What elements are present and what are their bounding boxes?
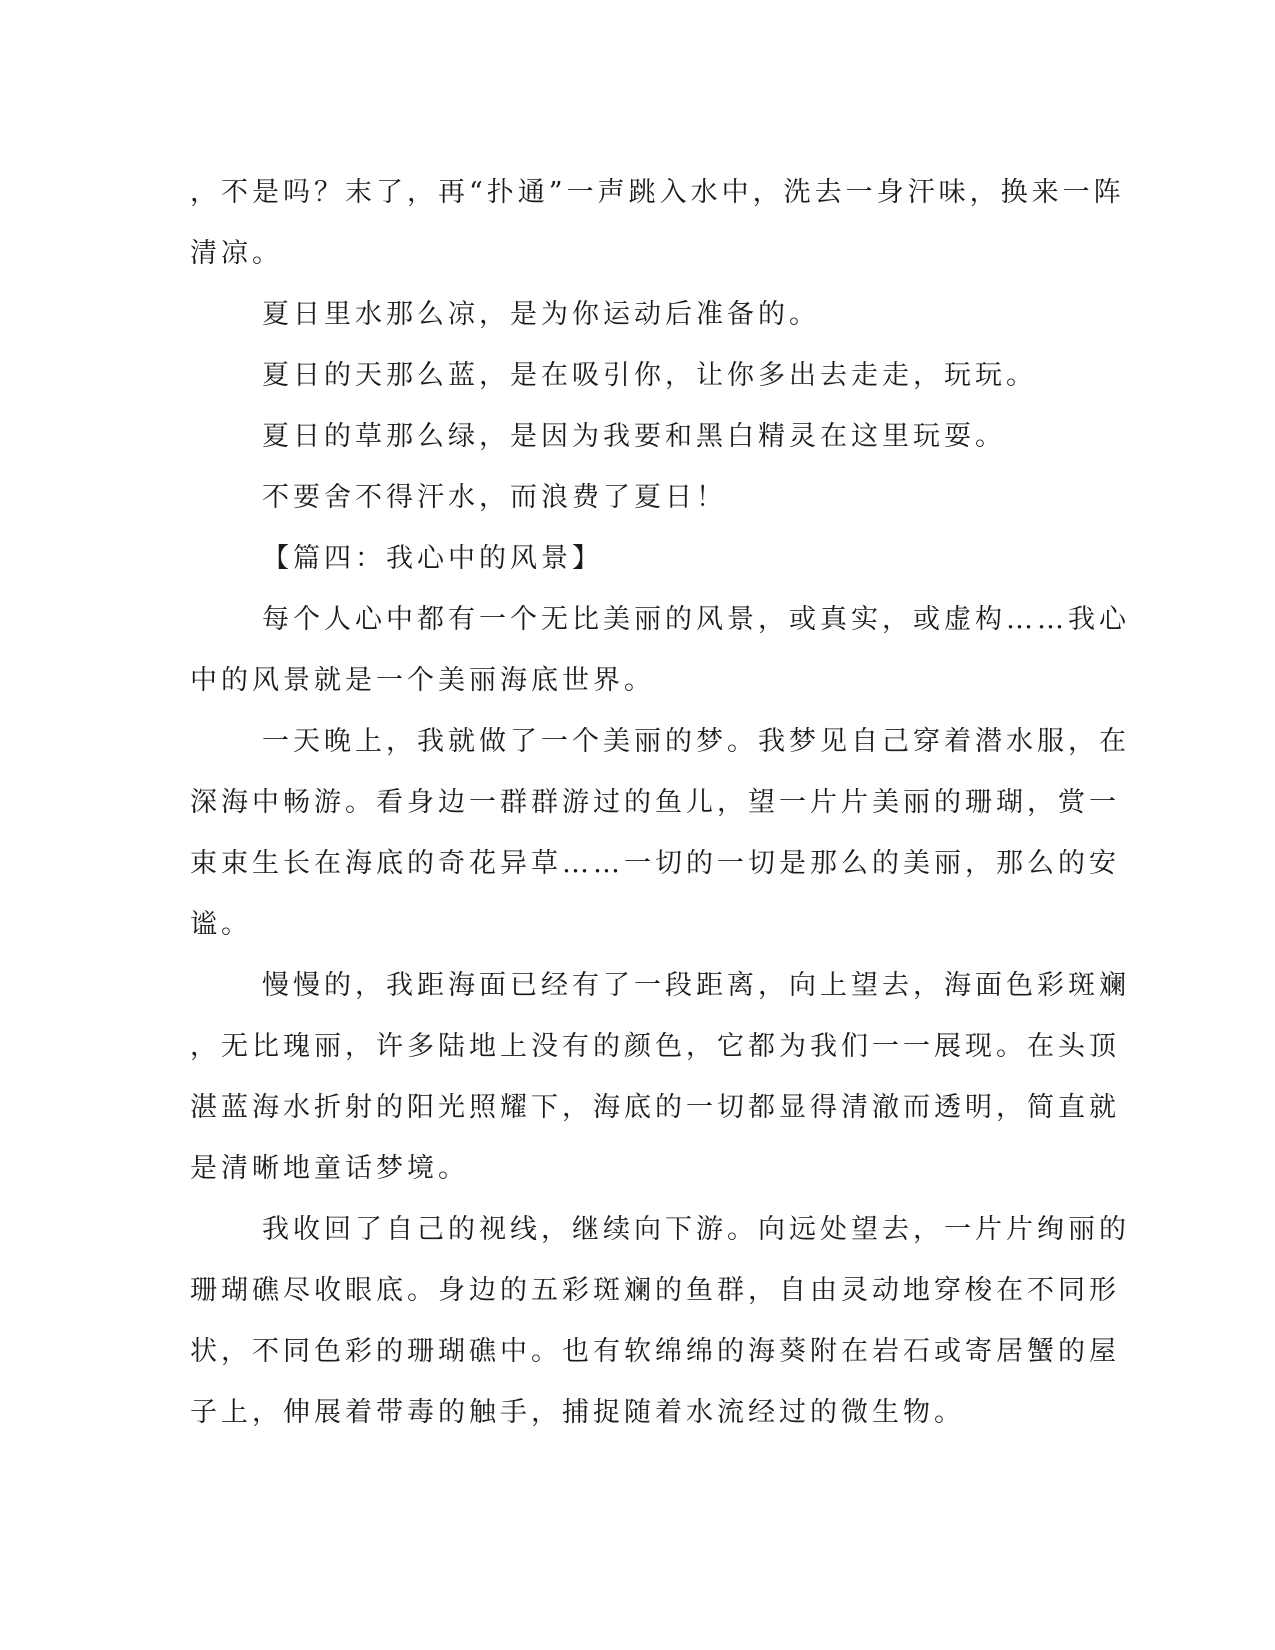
text-line: 夏日的天那么蓝，是在吸引你，让你多出去走走，玩玩。 — [262, 360, 1037, 391]
text-line: 状，不同色彩的珊瑚礁中。也有软绵绵的海葵附在岩石或寄居蟹的屋 — [190, 1336, 1120, 1367]
text-line: 不要舍不得汗水，而浪费了夏日！ — [262, 482, 727, 513]
text-line: 谧。 — [190, 909, 252, 940]
text-line: 每个人心中都有一个无比美丽的风景，或真实，或虚构……我心 — [262, 604, 1130, 635]
document-body — [190, 162, 1130, 1443]
text-line: 深海中畅游。看身边一群群游过的鱼儿，望一片片美丽的珊瑚，赏一 — [190, 787, 1120, 818]
text-line: 夏日的草那么绿，是因为我要和黑白精灵在这里玩耍。 — [262, 421, 1006, 452]
text-line: 一天晚上，我就做了一个美丽的梦。我梦见自己穿着潜水服，在 — [262, 726, 1130, 757]
text-line: 湛蓝海水折射的阳光照耀下，海底的一切都显得清澈而透明，简直就 — [190, 1092, 1120, 1123]
text-line: 子上，伸展着带毒的触手，捕捉随着水流经过的微生物。 — [190, 1397, 965, 1428]
text-line: 束束生长在海底的奇花异草……一切的一切是那么的美丽，那么的安 — [190, 848, 1120, 879]
text-line: 是清晰地童话梦境。 — [190, 1153, 469, 1184]
text-line: 夏日里水那么凉，是为你运动后准备的。 — [262, 299, 820, 330]
text-line: ，不是吗？末了，再“扑通”一声跳入水中，洗去一身汗味，换来一阵 — [190, 177, 1125, 208]
text-line: 慢慢的，我距海面已经有了一段距离，向上望去，海面色彩斑斓 — [262, 970, 1130, 1001]
text-line: 我收回了自己的视线，继续向下游。向远处望去，一片片绚丽的 — [262, 1214, 1130, 1245]
text-line: 珊瑚礁尽收眼底。身边的五彩斑斓的鱼群，自由灵动地穿梭在不同形 — [190, 1275, 1120, 1306]
text-line: 清凉。 — [190, 238, 283, 269]
text-line: ，无比瑰丽，许多陆地上没有的颜色，它都为我们一一展现。在头顶 — [190, 1031, 1120, 1062]
text-line: 中的风景就是一个美丽海底世界。 — [190, 665, 655, 696]
text-line: 【篇四：我心中的风景】 — [262, 543, 603, 574]
